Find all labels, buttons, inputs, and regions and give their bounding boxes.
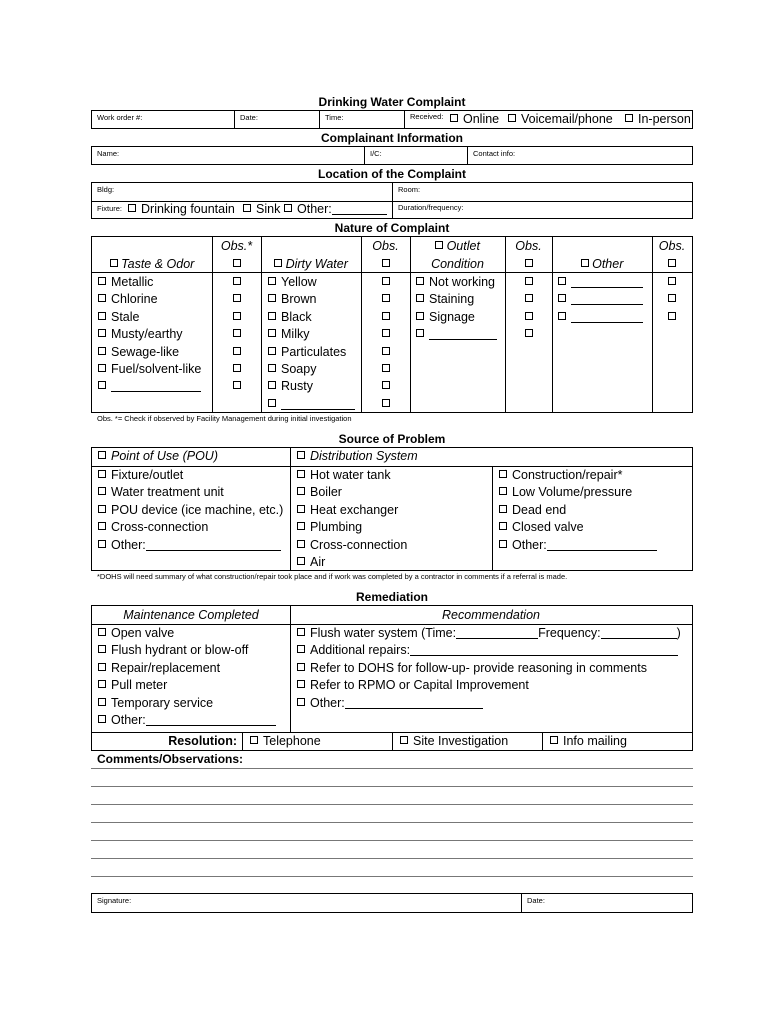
checkbox-icon: [98, 540, 106, 548]
checkbox-icon: [268, 294, 276, 302]
checkbox-icon: [416, 277, 424, 285]
checkbox-icon: [550, 736, 558, 744]
obs-checkbox[interactable]: [361, 274, 410, 291]
checkbox-icon: [668, 277, 676, 285]
duration-field[interactable]: Duration/frequency:: [398, 203, 464, 212]
pou-device-checkbox[interactable]: POU device (ice machine, etc.): [98, 502, 283, 519]
checkbox-icon: [668, 294, 676, 302]
maintenance-list: [98, 625, 276, 729]
checkbox-icon: [297, 470, 305, 478]
fixture-fountain-checkbox[interactable]: Drinking fountain: [128, 201, 235, 218]
checkbox-icon: [98, 505, 106, 513]
obs-star-header: Obs.*: [220, 239, 253, 253]
resolution-mailing-checkbox[interactable]: Info mailing: [550, 733, 627, 750]
signature-field[interactable]: Signature:: [97, 896, 132, 905]
checkbox-icon: [382, 294, 390, 302]
contact-field[interactable]: Contact info:: [473, 149, 516, 158]
received-inperson-checkbox[interactable]: In-person: [625, 111, 691, 128]
received-online-checkbox[interactable]: Online: [450, 111, 499, 128]
dirty-list: [268, 274, 355, 413]
checkbox-icon: [558, 277, 566, 285]
checkbox-icon: [98, 312, 106, 320]
maint-other-checkbox[interactable]: Other:: [98, 712, 276, 729]
checkbox-icon: [525, 259, 533, 267]
resolution-site-checkbox[interactable]: Site Investigation: [400, 733, 508, 750]
checkbox-icon: [450, 114, 458, 122]
checkbox-icon: [233, 312, 241, 320]
checkbox-icon: [98, 294, 106, 302]
obs-checkbox[interactable]: [361, 344, 410, 361]
comment-line: [91, 858, 693, 859]
remediation-table: [91, 605, 693, 751]
dirty-milky-checkbox[interactable]: Milky: [268, 326, 355, 343]
obs-checkbox[interactable]: [212, 326, 261, 343]
checkbox-icon: [297, 628, 305, 636]
distribution-list-b: [499, 467, 657, 554]
recommendation-header: Recommendation: [442, 608, 540, 622]
other-obs-checkbox[interactable]: [652, 256, 692, 273]
dirty-particulates-checkbox[interactable]: Particulates: [268, 344, 355, 361]
obs-checkbox[interactable]: [361, 309, 410, 326]
checkbox-icon: [98, 277, 106, 285]
checkbox-icon: [435, 241, 443, 249]
pou-fixture-checkbox[interactable]: Fixture/outlet: [98, 467, 283, 484]
work-order-row: [91, 110, 693, 129]
obs-checkbox[interactable]: [361, 396, 410, 413]
checkbox-icon: [668, 259, 676, 267]
outlet-other-checkbox[interactable]: [416, 326, 497, 343]
checkbox-icon: [98, 364, 106, 372]
obs-checkbox[interactable]: [361, 361, 410, 378]
checkbox-icon: [268, 364, 276, 372]
outlet-staining-checkbox[interactable]: Staining: [416, 291, 497, 308]
source-title: Source of Problem: [338, 432, 446, 446]
nature-footnote: Obs. *= Check if observed by Facility Management during initial investigation: [97, 414, 352, 423]
checkbox-icon: [297, 522, 305, 530]
checkbox-icon: [581, 259, 589, 267]
checkbox-icon: [525, 312, 533, 320]
checkbox-icon: [233, 277, 241, 285]
source-table: [91, 447, 693, 571]
checkbox-icon: [98, 329, 106, 337]
comment-line: [91, 876, 693, 877]
obs-checkbox[interactable]: [361, 326, 410, 343]
nature-table: [91, 236, 693, 413]
checkbox-icon: [297, 557, 305, 565]
checkbox-icon: [233, 364, 241, 372]
nature-title: Nature of Complaint: [334, 221, 450, 235]
dist-plumbing-checkbox[interactable]: Plumbing: [297, 519, 407, 536]
checkbox-icon: [110, 259, 118, 267]
checkbox-icon: [98, 680, 106, 688]
obs-checkbox[interactable]: [505, 274, 552, 291]
maint-temporary-service-checkbox[interactable]: Temporary service: [98, 695, 276, 712]
fixture-sink-checkbox[interactable]: Sink: [243, 201, 280, 218]
dist-air-checkbox[interactable]: Air: [297, 554, 407, 571]
dist-construction-checkbox[interactable]: Construction/repair*: [499, 467, 657, 484]
distribution-header-checkbox[interactable]: Distribution System: [297, 448, 418, 465]
obs-checkbox[interactable]: [212, 344, 261, 361]
taste-list: [98, 274, 201, 396]
distribution-list-a: [297, 467, 407, 571]
checkbox-icon: [668, 312, 676, 320]
checkbox-icon: [525, 329, 533, 337]
checkbox-icon: [268, 381, 276, 389]
dist-closed-valve-checkbox[interactable]: Closed valve: [499, 519, 657, 536]
resolution-telephone-checkbox[interactable]: Telephone: [250, 733, 321, 750]
checkbox-icon: [268, 347, 276, 355]
obs-checkbox[interactable]: [212, 309, 261, 326]
checkbox-icon: [525, 277, 533, 285]
dirty-other-checkbox[interactable]: [268, 396, 355, 413]
checkbox-icon: [382, 381, 390, 389]
location-box: [91, 182, 693, 219]
form-title: Drinking Water Complaint: [318, 95, 466, 109]
dist-hot-water-checkbox[interactable]: Hot water tank: [297, 467, 407, 484]
obs-checkbox[interactable]: [212, 291, 261, 308]
dirty-water-header[interactable]: Dirty Water: [261, 256, 361, 273]
obs-checkbox[interactable]: [212, 274, 261, 291]
checkbox-icon: [233, 347, 241, 355]
source-footnote: *DOHS will need summary of what construction/repair took place and if work was completed by a contractor in comments if a referral is made.: [97, 572, 568, 581]
fixture-other-checkbox[interactable]: Other:: [284, 201, 387, 218]
checkbox-icon: [297, 451, 305, 459]
maint-pull-meter-checkbox[interactable]: Pull meter: [98, 677, 276, 694]
checkbox-icon: [297, 680, 305, 688]
obs-checkbox[interactable]: [505, 326, 552, 343]
checkbox-icon: [98, 663, 106, 671]
checkbox-icon: [268, 329, 276, 337]
comment-line: [91, 840, 693, 841]
rec-refer-dohs-checkbox[interactable]: Refer to DOHS for follow-up- provide reasoning in comments: [297, 660, 681, 677]
checkbox-icon: [297, 698, 305, 706]
checkbox-icon: [284, 204, 292, 212]
checkbox-icon: [499, 470, 507, 478]
checkbox-icon: [499, 522, 507, 530]
taste-obs-column: [212, 274, 261, 396]
dirty-obs-column: [361, 274, 410, 413]
checkbox-icon: [382, 277, 390, 285]
comment-line: [91, 768, 693, 769]
checkbox-icon: [297, 540, 305, 548]
outlet-obs-checkbox[interactable]: [505, 256, 552, 273]
name-field[interactable]: Name:: [97, 149, 120, 158]
checkbox-icon: [268, 399, 276, 407]
fixture-label: Fixture:: [97, 204, 123, 213]
checkbox-icon: [233, 259, 241, 267]
checkbox-icon: [382, 399, 390, 407]
checkbox-icon: [268, 277, 276, 285]
rec-additional-repairs-checkbox[interactable]: Additional repairs:: [297, 642, 681, 659]
rec-flush-checkbox[interactable]: Flush water system (Time: Frequency: ): [297, 625, 681, 642]
received-voicemail-checkbox[interactable]: Voicemail/phone: [508, 111, 613, 128]
other-header[interactable]: Other: [552, 256, 652, 273]
signature-date-field[interactable]: Date:: [527, 896, 545, 905]
received-label: Received:: [410, 112, 444, 121]
maint-repair-checkbox[interactable]: Repair/replacement: [98, 660, 276, 677]
obs-header-3: Obs.: [515, 239, 542, 253]
checkbox-icon: [382, 364, 390, 372]
checkbox-icon: [499, 505, 507, 513]
checkbox-icon: [98, 645, 106, 653]
checkbox-icon: [98, 381, 106, 389]
maint-open-valve-checkbox[interactable]: Open valve: [98, 625, 276, 642]
checkbox-icon: [416, 312, 424, 320]
checkbox-icon: [558, 312, 566, 320]
checkbox-icon: [297, 505, 305, 513]
obs-checkbox[interactable]: [361, 378, 410, 395]
checkbox-icon: [98, 451, 106, 459]
dist-heat-exchanger-checkbox[interactable]: Heat exchanger: [297, 502, 407, 519]
dist-boiler-checkbox[interactable]: Boiler: [297, 484, 407, 501]
remediation-title: Remediation: [355, 590, 428, 604]
maintenance-header: Maintenance Completed: [123, 608, 259, 622]
resolution-label: Resolution:: [168, 734, 237, 748]
obs-checkbox[interactable]: [361, 291, 410, 308]
complainant-title: Complainant Information: [321, 131, 463, 145]
other-obs-column: [652, 274, 692, 326]
taste-odor-header[interactable]: Taste & Odor: [92, 256, 212, 273]
checkbox-icon: [558, 294, 566, 302]
other-list: [558, 274, 643, 326]
taste-sewage-checkbox[interactable]: Sewage-like: [98, 344, 201, 361]
checkbox-icon: [243, 204, 251, 212]
outlet-obs-column: [505, 274, 552, 344]
checkbox-icon: [382, 347, 390, 355]
obs-checkbox[interactable]: [652, 274, 692, 291]
checkbox-icon: [400, 736, 408, 744]
other-item-checkbox[interactable]: [558, 309, 643, 326]
comment-line: [91, 804, 693, 805]
obs-checkbox[interactable]: [652, 309, 692, 326]
time-field[interactable]: Time:: [325, 113, 344, 122]
rec-refer-rpmo-checkbox[interactable]: Refer to RPMO or Capital Improvement: [297, 677, 681, 694]
taste-other-checkbox[interactable]: [98, 378, 201, 395]
location-title: Location of the Complaint: [318, 167, 466, 181]
obs-checkbox[interactable]: [212, 361, 261, 378]
dist-cross-connection-checkbox[interactable]: Cross-connection: [297, 537, 407, 554]
checkbox-icon: [98, 487, 106, 495]
complainant-row: [91, 146, 693, 165]
taste-musty-checkbox[interactable]: Musty/earthy: [98, 326, 201, 343]
checkbox-icon: [525, 294, 533, 302]
rec-other-checkbox[interactable]: Other:: [297, 695, 681, 712]
checkbox-icon: [508, 114, 516, 122]
recommendation-list: [297, 625, 681, 712]
taste-metallic-checkbox[interactable]: Metallic: [98, 274, 201, 291]
obs-checkbox[interactable]: [652, 291, 692, 308]
obs-checkbox[interactable]: [505, 291, 552, 308]
dirty-obs-checkbox[interactable]: [361, 256, 410, 273]
dirty-yellow-checkbox[interactable]: Yellow: [268, 274, 355, 291]
checkbox-icon: [382, 329, 390, 337]
pou-list: [98, 467, 283, 554]
other-item-checkbox[interactable]: [558, 291, 643, 308]
checkbox-icon: [98, 715, 106, 723]
outlet-not-working-checkbox[interactable]: Not working: [416, 274, 497, 291]
work-order-field[interactable]: Work order #:: [97, 113, 143, 122]
checkbox-icon: [98, 698, 106, 706]
obs-checkbox[interactable]: [505, 309, 552, 326]
checkbox-icon: [98, 628, 106, 636]
pou-cross-connection-checkbox[interactable]: Cross-connection: [98, 519, 283, 536]
checkbox-icon: [382, 312, 390, 320]
checkbox-icon: [297, 663, 305, 671]
outlet-list: [416, 274, 497, 344]
checkbox-icon: [625, 114, 633, 122]
outlet-header[interactable]: Outlet: [410, 238, 505, 255]
pou-treatment-checkbox[interactable]: Water treatment unit: [98, 484, 283, 501]
pou-header-checkbox[interactable]: Point of Use (POU): [98, 448, 218, 465]
checkbox-icon: [98, 347, 106, 355]
checkbox-icon: [98, 470, 106, 478]
obs-header-4: Obs.: [658, 239, 686, 253]
dist-low-volume-checkbox[interactable]: Low Volume/pressure: [499, 484, 657, 501]
checkbox-icon: [297, 645, 305, 653]
taste-fuel-checkbox[interactable]: Fuel/solvent-like: [98, 361, 201, 378]
taste-chlorine-checkbox[interactable]: Chlorine: [98, 291, 201, 308]
bldg-field[interactable]: Bldg:: [97, 185, 115, 194]
other-item-checkbox[interactable]: [558, 274, 643, 291]
comment-line: [91, 822, 693, 823]
taste-stale-checkbox[interactable]: Stale: [98, 309, 201, 326]
outlet-signage-checkbox[interactable]: Signage: [416, 309, 497, 326]
checkbox-icon: [250, 736, 258, 744]
room-field[interactable]: Room:: [398, 185, 421, 194]
checkbox-icon: [382, 259, 390, 267]
obs-header-2: Obs.: [372, 239, 399, 253]
pou-other-checkbox[interactable]: Other:: [98, 537, 283, 554]
checkbox-icon: [416, 294, 424, 302]
dirty-rusty-checkbox[interactable]: Rusty: [268, 378, 355, 395]
checkbox-icon: [499, 540, 507, 548]
dirty-soapy-checkbox[interactable]: Soapy: [268, 361, 355, 378]
maint-flush-hydrant-checkbox[interactable]: Flush hydrant or blow-off: [98, 642, 276, 659]
obs-checkbox[interactable]: [212, 378, 261, 395]
taste-obs-checkbox[interactable]: [212, 256, 261, 273]
comments-label: Comments/Observations:: [97, 752, 244, 766]
checkbox-icon: [297, 487, 305, 495]
condition-header: Condition: [431, 257, 484, 271]
dist-other-checkbox[interactable]: Other:: [499, 537, 657, 554]
ic-field[interactable]: I/C:: [370, 149, 382, 158]
checkbox-icon: [274, 259, 282, 267]
checkbox-icon: [233, 381, 241, 389]
checkbox-icon: [233, 329, 241, 337]
checkbox-icon: [268, 312, 276, 320]
checkbox-icon: [233, 294, 241, 302]
dirty-black-checkbox[interactable]: Black: [268, 309, 355, 326]
signature-row: [91, 893, 693, 913]
comment-line: [91, 786, 693, 787]
checkbox-icon: [499, 487, 507, 495]
checkbox-icon: [416, 329, 424, 337]
dirty-brown-checkbox[interactable]: Brown: [268, 291, 355, 308]
date-field[interactable]: Date:: [240, 113, 258, 122]
checkbox-icon: [98, 522, 106, 530]
dist-dead-end-checkbox[interactable]: Dead end: [499, 502, 657, 519]
checkbox-icon: [128, 204, 136, 212]
